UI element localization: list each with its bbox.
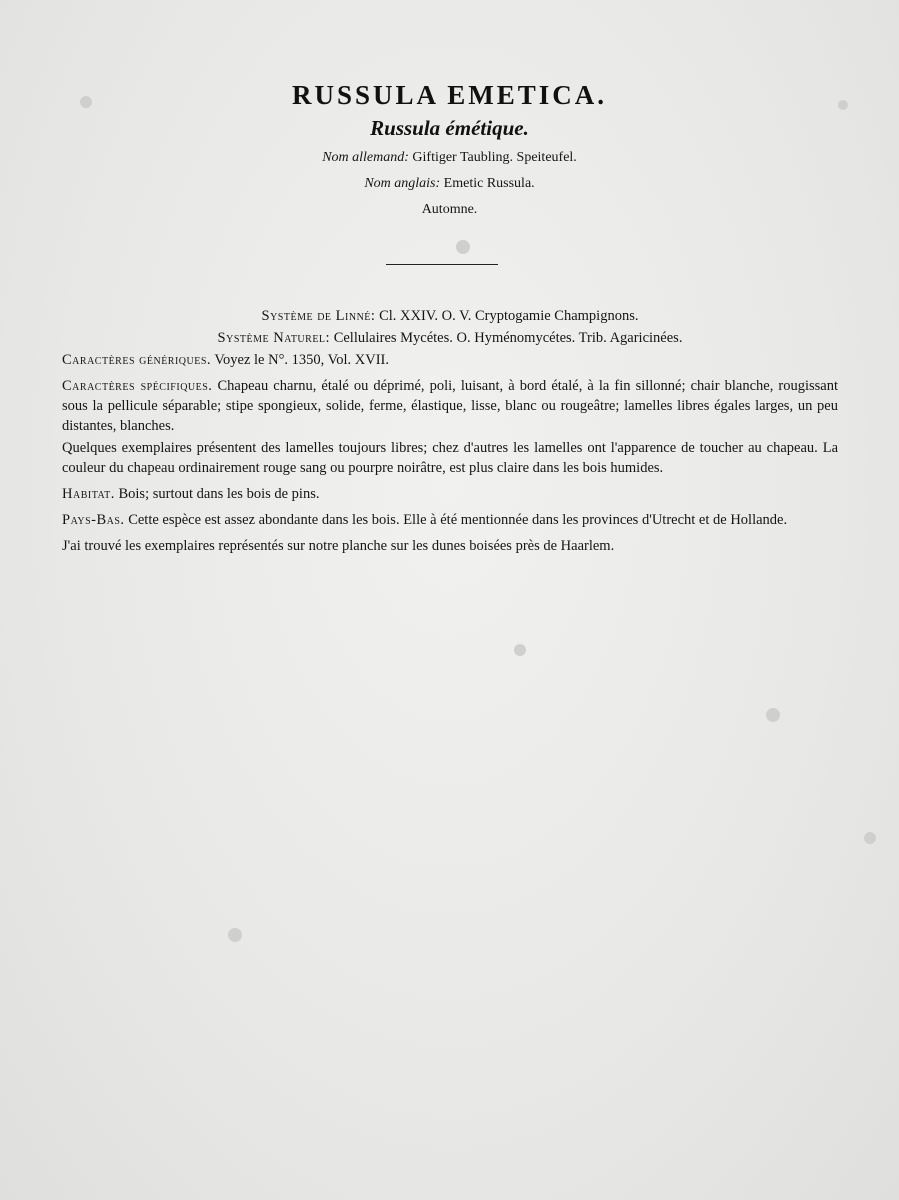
specifiques-label: Caractères spécifiques. xyxy=(62,378,213,394)
quelques-paragraph: Quelques exemplaires présentent des lamelles toujours libres; chez d'autres les lamelles ont l'apparence de toucher au chapeau. La couleur du chapeau ordinairement rouge sang ou pourpre noirâtre, est plus claire dans les bois humides. xyxy=(62,440,838,476)
page-title: RUSSULA EMETICA. xyxy=(291,80,608,110)
linne-line xyxy=(62,306,838,326)
english-name-line xyxy=(0,176,899,192)
naturel-label: Système Naturel: xyxy=(217,330,331,346)
paper-spot xyxy=(766,708,780,722)
paper-spot xyxy=(456,240,470,254)
paysbas-label: Pays-Bas. xyxy=(62,512,125,528)
english-name-label: Nom anglais: xyxy=(364,176,441,191)
naturel-line xyxy=(62,328,838,348)
final-paragraph: J'ai trouvé les exemplaires représentés sur notre planche sur les dunes boisées près de Haarlem. xyxy=(62,538,615,554)
paper-spot xyxy=(514,644,526,656)
habitat-paragraph xyxy=(62,484,838,504)
english-name-value: Emetic Russula. xyxy=(443,176,535,191)
paper-spot xyxy=(864,832,876,844)
linne-text: Cl. XXIV. O. V. Cryptogamie Champignons. xyxy=(379,308,639,324)
divider-rule xyxy=(386,264,498,265)
german-name-line xyxy=(0,150,899,166)
naturel-text: Cellulaires Mycétes. O. Hyménomycétes. Trib. Agaricinées. xyxy=(333,330,683,346)
german-name-value: Giftiger Taubling. Speiteufel. xyxy=(412,150,577,165)
page-subtitle: Russula émétique. xyxy=(370,116,529,140)
generiques-line xyxy=(62,350,838,370)
german-name-label: Nom allemand: xyxy=(322,150,409,165)
linne-label: Système de Linné: xyxy=(261,308,376,324)
document-body xyxy=(62,306,838,556)
generiques-text: Voyez le N°. 1350, Vol. XVII. xyxy=(214,352,389,368)
specifiques-paragraph xyxy=(62,376,838,436)
generiques-label: Caractères génériques. xyxy=(62,352,212,368)
paysbas-paragraph xyxy=(62,510,838,530)
season-line: Automne. xyxy=(421,202,478,217)
paper-spot xyxy=(228,928,242,942)
habitat-label: Habitat. xyxy=(62,486,115,502)
habitat-text: Bois; surtout dans les bois de pins. xyxy=(118,486,320,502)
paysbas-text: Cette espèce est assez abondante dans les bois. Elle à été mentionnée dans les provinces d'Utrecht et de Hollande. xyxy=(128,512,788,528)
specifiques-text: Chapeau charnu, étalé ou déprimé, poli, luisant, à bord étalé, à la fin sillonné; chair blanche, rougissant sous la pellicule séparable; stipe spongieux, solide, ferme, élastique, lisse, blanc ou rougeâtre; lamelles libres égales larges, un peu distantes, blanches. xyxy=(62,378,838,434)
